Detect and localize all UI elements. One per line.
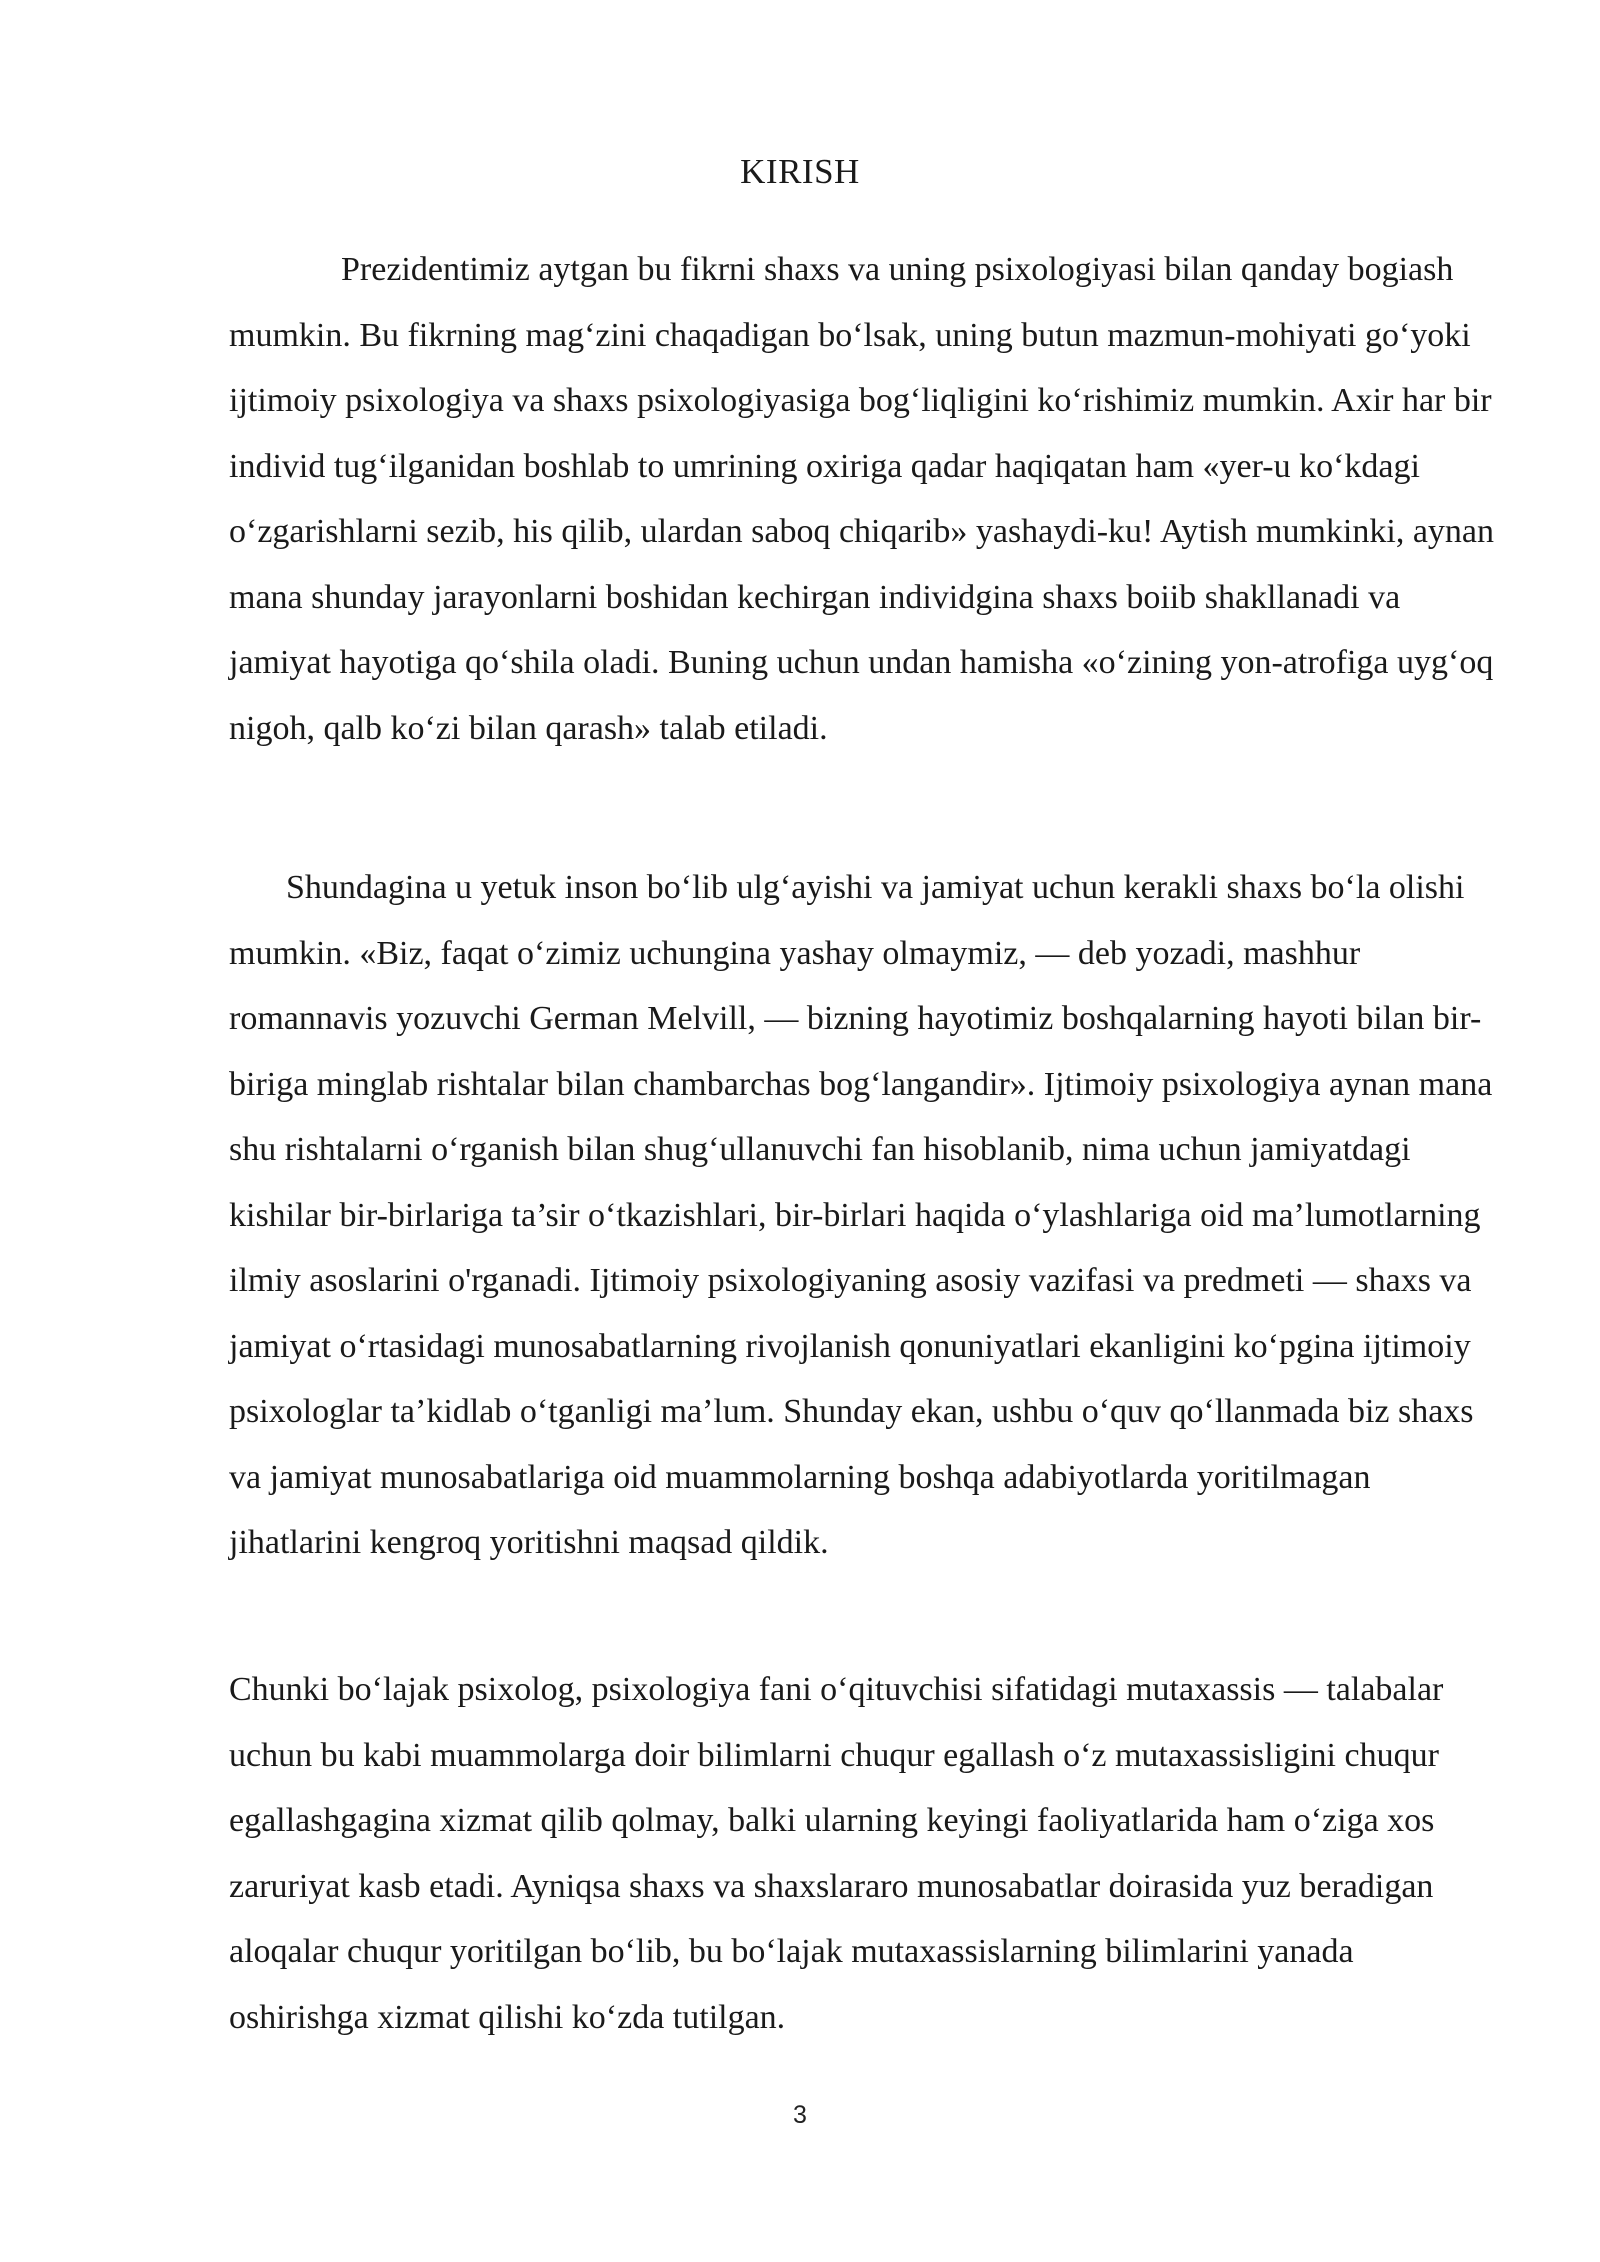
paragraph-1: Prezidentimiz aytgan bu fikrni shaxs va uning psixologiyasi bilan qanday bogiash mumkin. Bu fikrning mag‘zini chaqadigan bo‘lsak, uning butun mazmun-mohiyati go‘yoki ijtimoiy psixologiya va shaxs psixologiyasiga bog‘liqligini ko‘rishimiz mumkin. Axir har bir individ tug‘ilganidan boshlab to umrining oxiriga qadar haqiqatan ham «yer-u ko‘kdagi o‘zgarishlarni sezib, his qilib, ulardan saboq chiqarib» yashaydi-ku! Aytish mumkinki, aynan mana shunday jarayonlarni boshidan kechirgan individgina shaxs boiib shakllanadi va jamiyat hayotiga qo‘shila oladi. Buning uchun undan hamisha «o‘zining yon-atrofiga uyg‘oq nigoh, qalb ko‘zi bilan qarash» talab etiladi. [229,251,1495,747]
page-number: 3 [793,2101,807,2129]
page-title: KIRISH [740,152,860,191]
paragraph-3: Chunki bo‘lajak psixolog, psixologiya fani o‘qituvchisi sifatidagi mutaxassis — talabalar uchun bu kabi muammolarga doir bilimlarni chuqur egallash o‘z mutaxassisligini chuqur egallashgagina xizmat qilib qolmay, balki ularning keyingi faoliyatlarida ham o‘ziga xos zaruriyat kasb etadi. Ayniqsa shaxs va shaxslararo munosabatlar doirasida yuz beradigan aloqalar chuqur yoritilgan bo‘lib, bu bo‘lajak mutaxassislarning bilimlarini yanada oshirishga xizmat qilishi ko‘zda tutilgan. [229,1671,1444,2036]
paragraph-2: Shundagina u yetuk inson bo‘lib ulg‘ayishi va jamiyat uchun kerakli shaxs bo‘la olishi mumkin. «Biz, faqat o‘zimiz uchungina yashay olmaymiz, — deb yozadi, mashhur romannavis yozuvchi German Melvill, — bizning hayotimiz boshqalarning hayoti bilan bir-biriga minglab rishtalar bilan chambarchas bog‘langandir». Ijtimoiy psixologiya aynan mana shu rishtalarni o‘rganish bilan shug‘ullanuvchi fan hisoblanib, nima uchun jamiyatdagi kishilar bir-birlariga ta’sir o‘tkazishlari, bir-birlari haqida o‘ylashlariga oid ma’lumotlarning ilmiy asoslarini o'rganadi. Ijtimoiy psixologiyaning asosiy vazifasi va predmeti — shaxs va jamiyat o‘rtasidagi munosabatlarning rivojlanish qonuniyatlari ekanligini ko‘pgina ijtimoiy psixologlar ta’kidlab o‘tganligi ma’lum. Shunday ekan, ushbu o‘quv qo‘llanmada biz shaxs va jamiyat munosabatlariga oid muammolarning boshqa adabiyotlarda yoritilmagan jihatlarini kengroq yoritishni maqsad qildik. [229,869,1493,1561]
